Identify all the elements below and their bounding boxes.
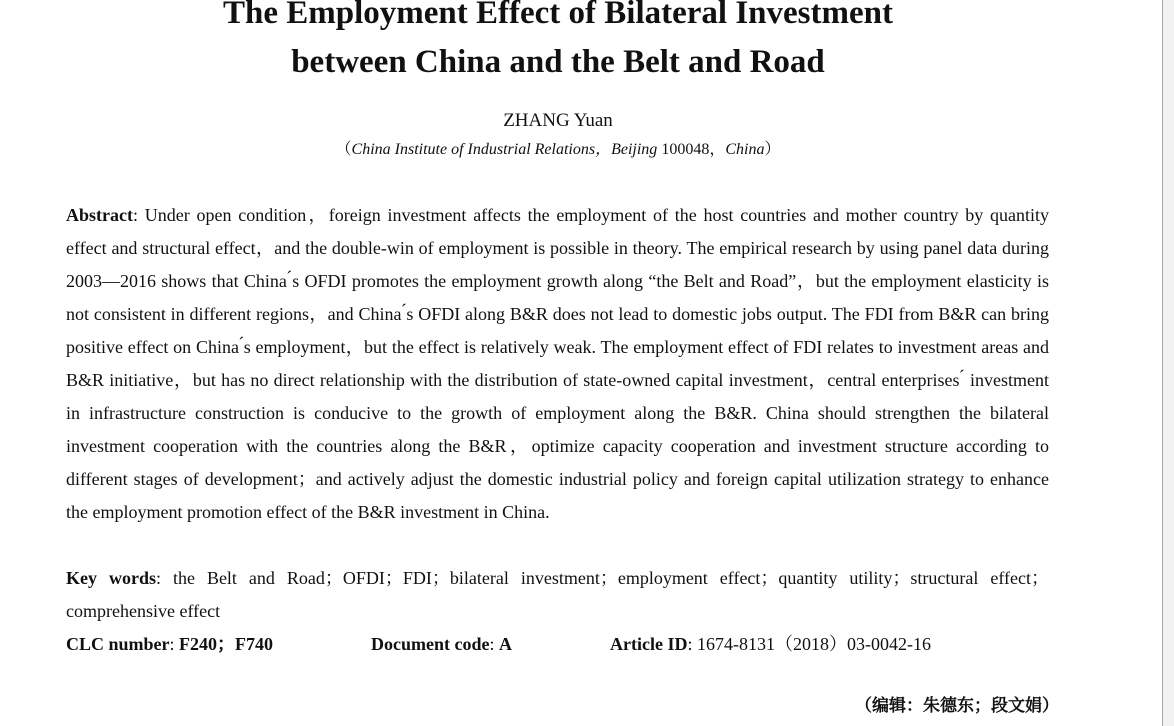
article-id-value: 1674-8131（2018）03-0042-16 <box>696 634 931 654</box>
keywords-paragraph <box>66 562 1049 628</box>
abstract-separator: : <box>132 205 145 225</box>
paper-title-line-2: between China and the Belt and Road <box>291 44 825 80</box>
keywords-text: the Belt and Road；OFDI；FDI；bilateral investment；employment effect；quantity utility；structural effect；comprehensive effect <box>66 568 1049 621</box>
editor-note: （编辑：朱德东；段文娟） <box>855 696 1059 716</box>
keywords-separator: : <box>155 568 173 588</box>
article-id-separator: : <box>687 634 697 654</box>
affiliation-open-paren: （ <box>335 141 352 158</box>
clc-value: F240；F740 <box>179 634 274 654</box>
abstract-label: Abstract <box>66 205 133 225</box>
clc-label: CLC number <box>66 634 170 654</box>
paper-title-line-1: The Employment Effect of Bilateral Investment <box>223 0 893 31</box>
keywords-label: Key words <box>66 568 156 588</box>
affiliation-close-paren: ） <box>764 141 781 158</box>
abstract-text: Under open condition，foreign investment affects the employment of the host countries and mother country by quantity effect and structural effect，and the double-win of employment is possible in theory. The empirical research by using panel data during 2003—2016 shows that China ́s OFDI promotes the employment growth along “the Belt and Road”，but the employment elasticity is not consistent in different regions，and China ́s OFDI along B&R does not lead to domestic jobs output. The FDI from B&R can bring positive effect on China ́s employment，but the effect is relatively weak. The employment effect of FDI relates to investment areas and B&R initiative，but has no direct relationship with the distribution of state-owned capital investment，central enterprises ́ investment in infrastructure construction is conducive to the growth of employment along the B&R. China should strengthen the bilateral investment cooperation with the countries along the B&R，optimize capacity cooperation and investment structure according to different stages of development；and actively adjust the domestic industrial policy and foreign capital utilization strategy to enhance the employment promotion effect of the B&R investment in China. <box>66 205 1049 522</box>
document-code-separator: : <box>489 634 499 654</box>
article-id-label: Article ID <box>610 634 688 654</box>
author-affiliation <box>0 138 1116 162</box>
author-name: ZHANG Yuan <box>503 110 613 131</box>
document-code <box>371 628 512 661</box>
affiliation-postcode: 100048， <box>657 141 726 158</box>
article-id <box>610 628 931 661</box>
affiliation-country: China <box>725 141 765 158</box>
viewer-right-edge-scrollbar[interactable] <box>1162 0 1174 726</box>
affiliation-institute: China Institute of Industrial Relations，Beijing <box>351 141 658 158</box>
classification-row <box>66 628 1049 661</box>
clc-number <box>66 628 273 661</box>
clc-separator: : <box>169 634 180 654</box>
document-code-label: Document code <box>371 634 490 654</box>
document-code-value: A <box>499 634 512 654</box>
abstract-paragraph <box>66 199 1049 529</box>
